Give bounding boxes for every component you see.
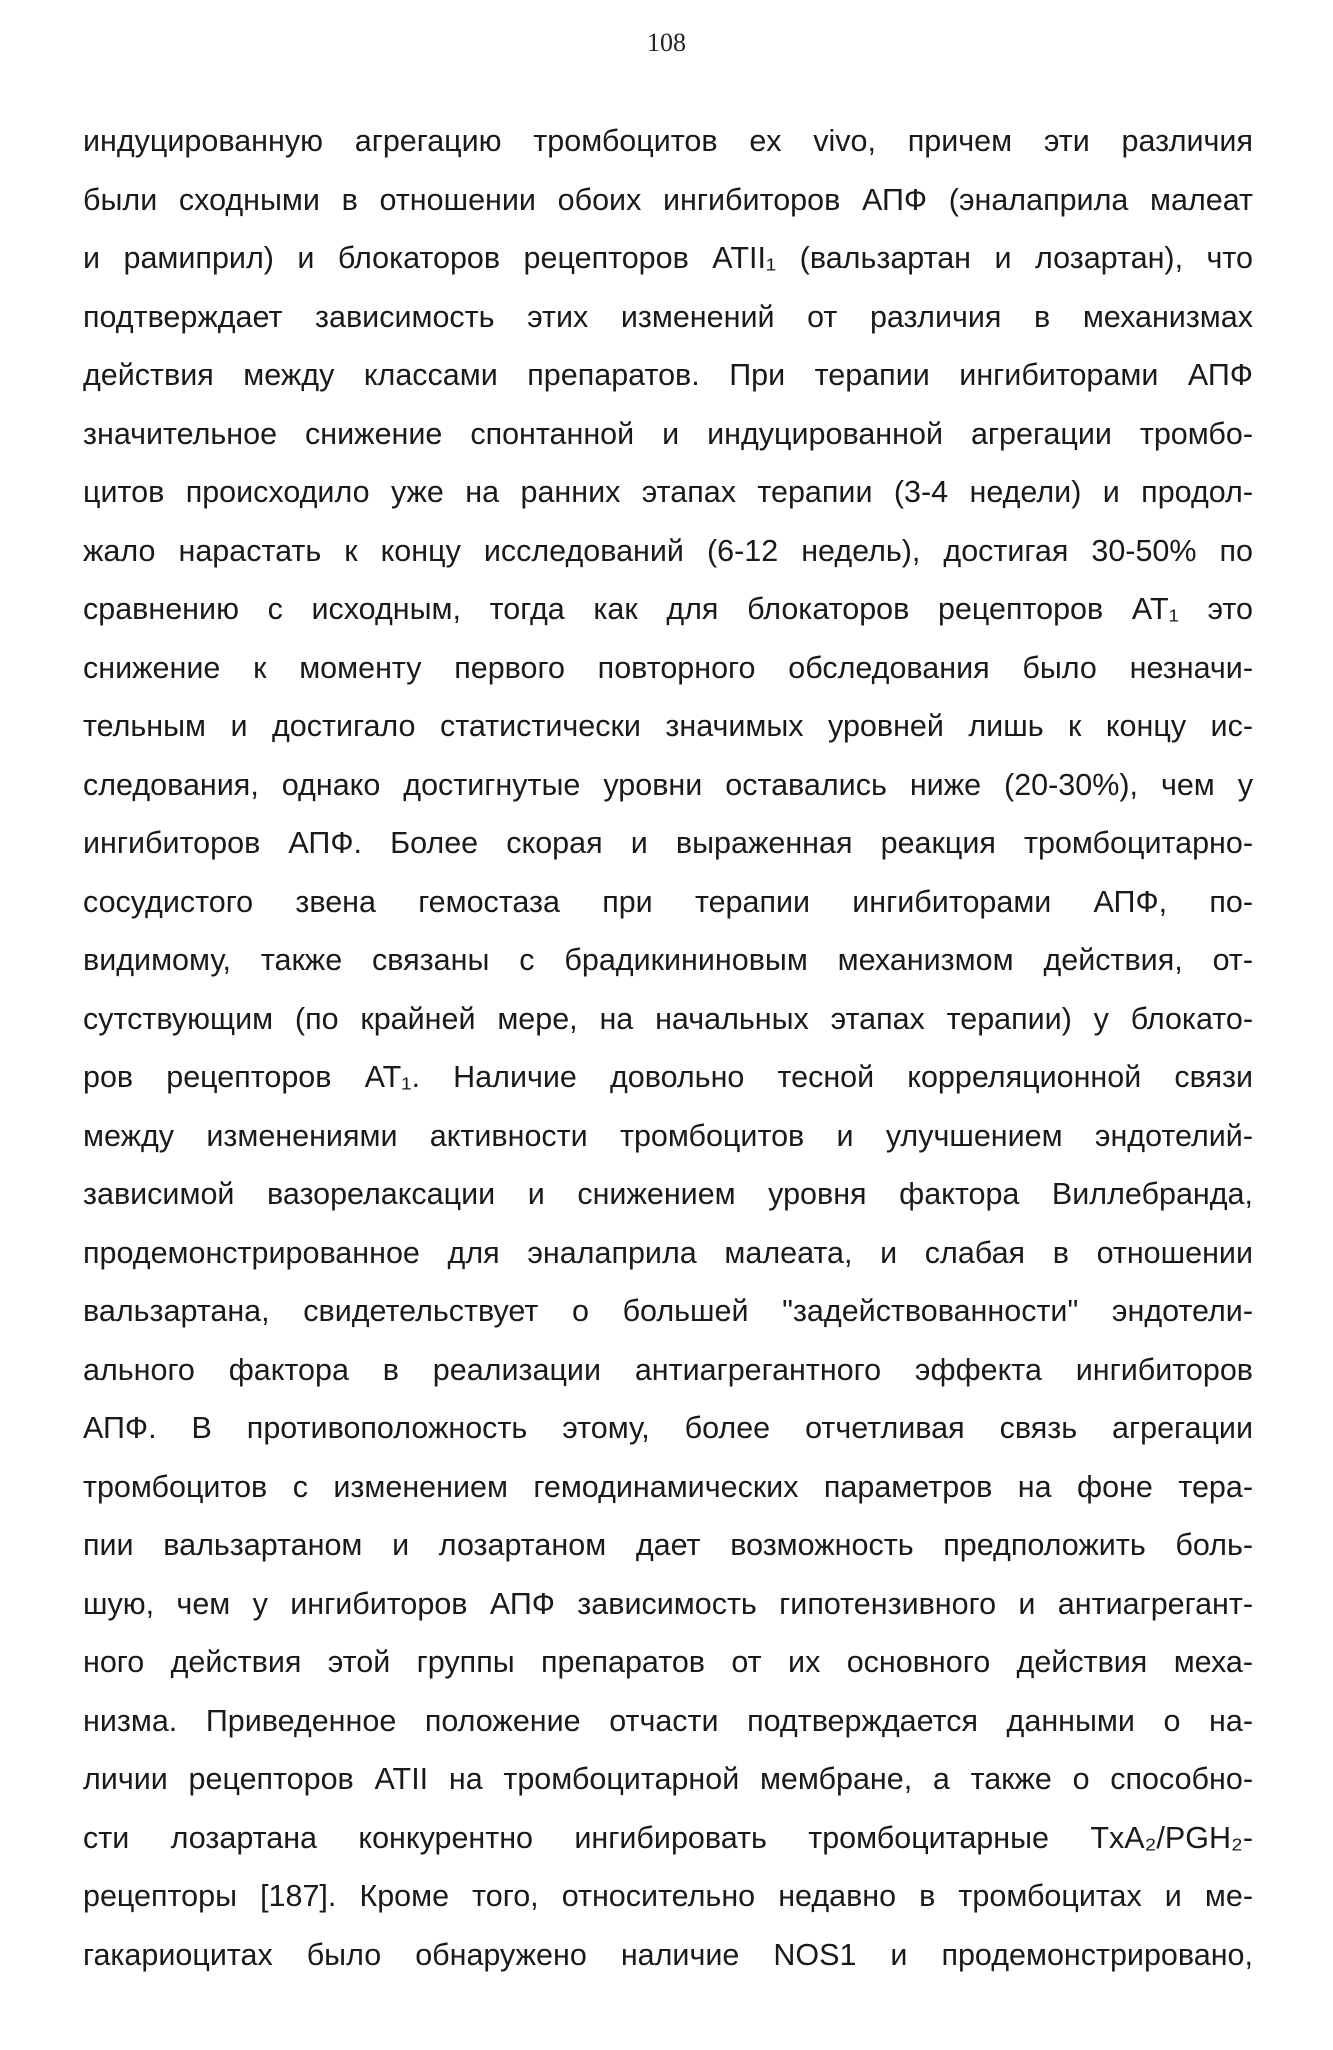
text-line: следования, однако достигнутые уровни оставались ниже (20-30%), чем у <box>83 767 1253 802</box>
text-line: ров рецепторов AT₁. Наличие довольно тесной корреляционной связи <box>83 1060 1253 1094</box>
text-line: пии вальзартаном и лозартаном дает возможность предположить боль- <box>83 1528 1253 1562</box>
text-line: низма. Приведенное положение отчасти подтверждается данными о на- <box>83 1703 1253 1738</box>
page-number: 108 <box>647 28 686 57</box>
text-line: сравнению с исходным, тогда как для блокаторов рецепторов AT₁ это <box>83 592 1253 626</box>
text-line: ного действия этой группы препаратов от их основного действия меха- <box>83 1645 1253 1679</box>
text-line: зависимой вазорелаксации и снижением уровня фактора Виллебранда, <box>83 1177 1253 1211</box>
text-line: между изменениями активности тромбоцитов и улучшением эндотелий- <box>83 1118 1253 1153</box>
text-line: гакариоцитах было обнаружено наличие NOS1 и продемонстрировано, <box>83 1937 1253 1972</box>
text-line: АПФ. В противоположность этому, более отчетливая связь агрегации <box>83 1411 1253 1445</box>
text-line: сосудистого звена гемостаза при терапии ингибиторами АПФ, по- <box>83 884 1253 919</box>
text-line: тромбоцитов с изменением гемодинамических параметров на фоне тера- <box>83 1469 1253 1504</box>
text-line: сутствующим (по крайней мере, на начальных этапах терапии) у блокато- <box>83 1001 1253 1036</box>
text-line: ального фактора в реализации антиагрегантного эффекта ингибиторов <box>83 1352 1253 1387</box>
text-line: жало нарастать к концу исследований (6-12 недель), достигая 30-50% по <box>83 533 1253 568</box>
text-line: были сходными в отношении обоих ингибиторов АПФ (эналаприла малеат <box>83 182 1253 217</box>
text-line: и рамиприл) и блокаторов рецепторов ATII₁ (вальзартан и лозартан), что <box>83 241 1253 275</box>
text-line: снижение к моменту первого повторного обследования было незначи- <box>83 650 1253 685</box>
text-line: продемонстрированное для эналаприла малеата, и слабая в отношении <box>83 1235 1253 1270</box>
text-line: действия между классами препаратов. При терапии ингибиторами АПФ <box>83 358 1253 392</box>
text-line: сти лозартана конкурентно ингибировать тромбоцитарные TxA₂/PGH₂- <box>83 1820 1253 1855</box>
text-line: тельным и достигало статистически значимых уровней лишь к концу ис- <box>83 709 1253 743</box>
text-line: значительное снижение спонтанной и индуцированной агрегации тромбо- <box>83 416 1253 451</box>
text-line: шую, чем у ингибиторов АПФ зависимость гипотензивного и антиагрегант- <box>83 1586 1253 1621</box>
body-text <box>83 112 1253 1984</box>
text-line: ингибиторов АПФ. Более скорая и выраженная реакция тромбоцитарно- <box>83 826 1253 860</box>
text-line: видимому, также связаны с брадикининовым механизмом действия, от- <box>83 943 1253 977</box>
text-line: индуцированную агрегацию тромбоцитов ex vivo, причем эти различия <box>83 124 1253 158</box>
text-line: рецепторы [187]. Кроме того, относительно недавно в тромбоцитах и ме- <box>83 1879 1253 1913</box>
text-line: вальзартана, свидетельствует о большей "задействованности" эндотели- <box>83 1294 1253 1328</box>
text-line: личии рецепторов ATII на тромбоцитарной мембране, а также о способно- <box>83 1762 1253 1796</box>
text-line: подтверждает зависимость этих изменений от различия в механизмах <box>83 299 1253 334</box>
text-line: цитов происходило уже на ранних этапах терапии (3-4 недели) и продол- <box>83 475 1253 509</box>
